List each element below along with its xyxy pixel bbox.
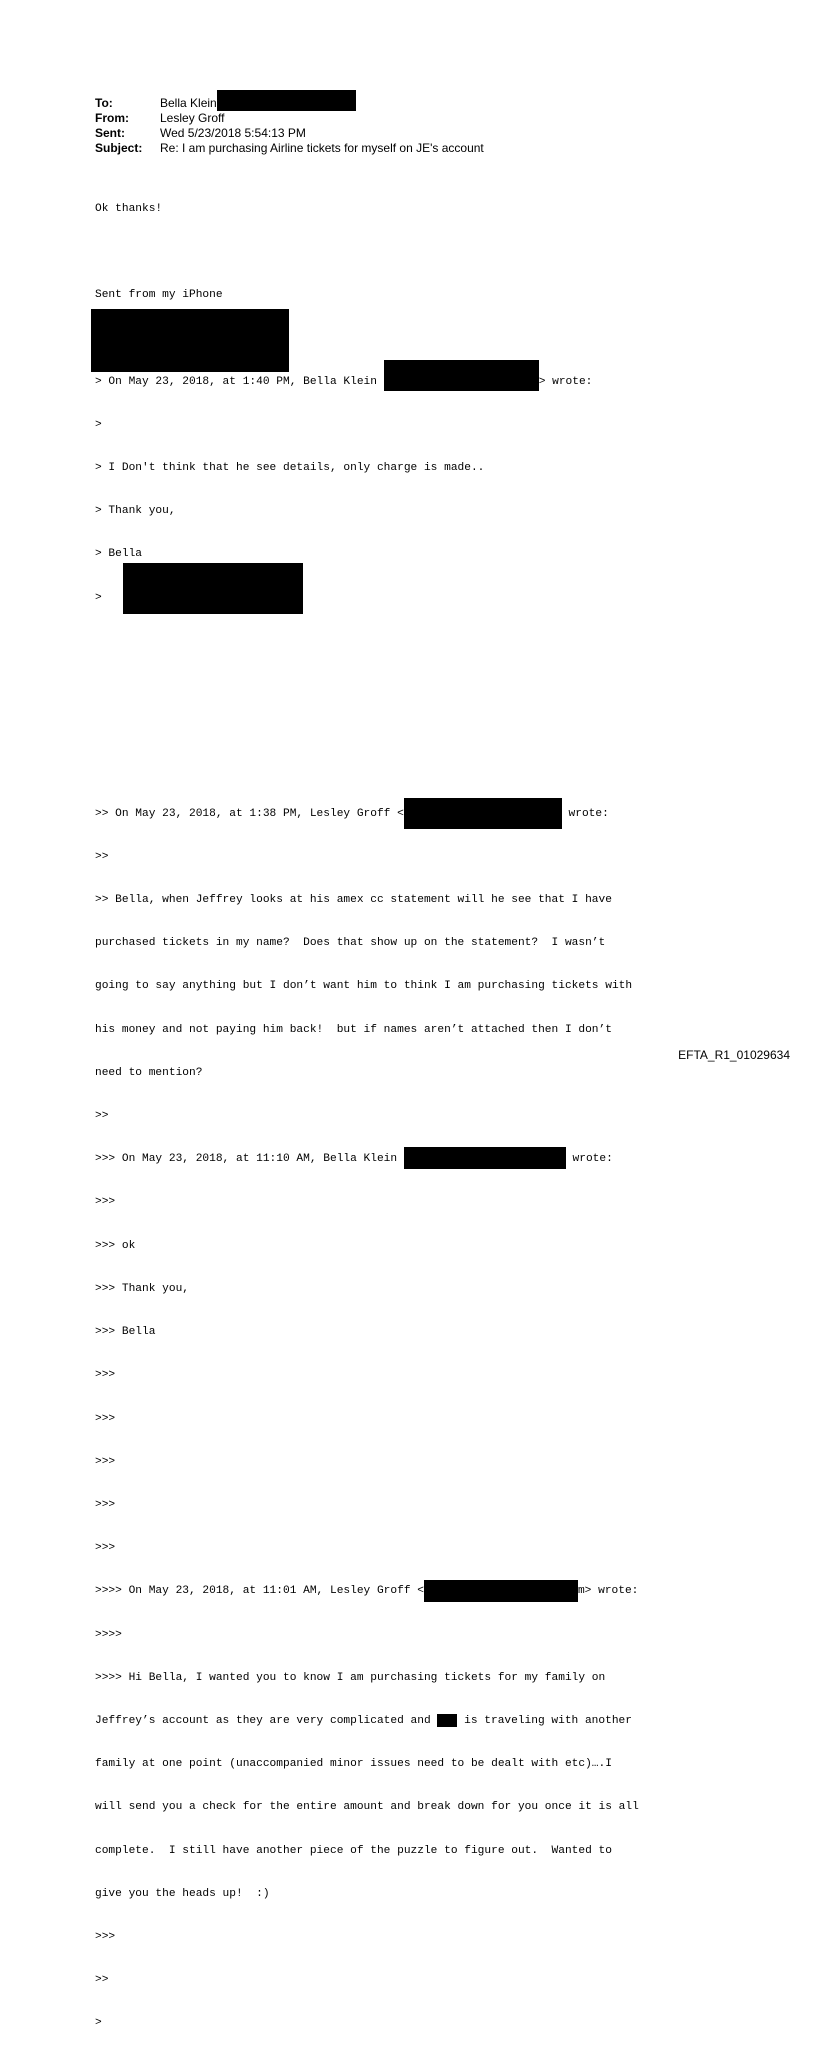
body-line bbox=[95, 1714, 639, 1728]
body-line: >>> bbox=[95, 1369, 116, 1382]
body-line: >>> ok bbox=[95, 1239, 136, 1252]
quote-header-text: > On May 23, 2018, at 1:40 PM, Bella Klein bbox=[95, 375, 384, 388]
body-line: need to mention? bbox=[95, 1066, 203, 1079]
body-line: > Bella bbox=[95, 548, 142, 561]
body-line: > bbox=[95, 2017, 102, 2030]
body-line: purchased tickets in my name? Does that show up on the statement? I wasn’t bbox=[95, 937, 606, 950]
email-header bbox=[95, 96, 484, 156]
body-line: >>> bbox=[95, 1542, 116, 1555]
quote-header-tail: wrote: bbox=[565, 1153, 613, 1166]
body-line: >> bbox=[95, 1110, 109, 1123]
to-row bbox=[95, 96, 484, 111]
from-row bbox=[95, 111, 484, 126]
redaction-bar bbox=[424, 1580, 578, 1602]
quote-header-text: >>> On May 23, 2018, at 11:10 AM, Bella Klein bbox=[95, 1153, 404, 1166]
email-body bbox=[95, 173, 639, 2060]
body-line: Sent from my iPhone bbox=[95, 289, 223, 302]
body-line: give you the heads up! :) bbox=[95, 1887, 270, 1900]
body-line: >>> bbox=[95, 1930, 116, 1943]
from-label: From: bbox=[95, 111, 129, 125]
body-line: >> Bella, when Jeffrey looks at his amex cc statement will he see that I have bbox=[95, 894, 612, 907]
body-line: Ok thanks! bbox=[95, 202, 163, 215]
quote-header-line bbox=[95, 807, 639, 821]
quote-header-line bbox=[95, 1584, 639, 1598]
quote-header-text: >> On May 23, 2018, at 1:38 PM, Lesley Groff < bbox=[95, 807, 404, 820]
quote-header-line bbox=[95, 375, 639, 389]
redaction-block bbox=[91, 309, 289, 372]
body-line: >>>> bbox=[95, 1628, 122, 1641]
body-line: >>> bbox=[95, 1455, 116, 1468]
body-line: > I Don't think that he see details, only charge is made.. bbox=[95, 462, 485, 475]
body-line: >>> bbox=[95, 1498, 116, 1511]
quote-header-text: >>>> On May 23, 2018, at 11:01 AM, Lesley Groff < bbox=[95, 1585, 424, 1598]
sent-label: Sent: bbox=[95, 126, 125, 140]
body-line: >>> bbox=[95, 1196, 116, 1209]
body-line: >>>> Hi Bella, I wanted you to know I am purchasing tickets for my family on bbox=[95, 1671, 606, 1684]
from-value: Lesley Groff bbox=[160, 111, 225, 125]
document-id: EFTA_R1_01029634 bbox=[678, 1048, 790, 1062]
redaction-bar bbox=[384, 360, 539, 391]
redaction-bar bbox=[437, 1714, 457, 1727]
redaction-bar bbox=[217, 90, 356, 111]
subject-value: Re: I am purchasing Airline tickets for myself on JE's account bbox=[160, 141, 484, 155]
body-line: his money and not paying him back! but if names aren’t attached then I don’t bbox=[95, 1023, 612, 1036]
subject-row bbox=[95, 141, 484, 156]
to-value: Bella Klein bbox=[160, 96, 217, 110]
subject-label: Subject: bbox=[95, 141, 143, 155]
redaction-block bbox=[123, 563, 303, 614]
body-line: >> bbox=[95, 1974, 109, 1987]
body-line bbox=[95, 245, 639, 259]
redaction-bar bbox=[404, 1147, 566, 1169]
redaction-bar bbox=[404, 798, 562, 829]
quote-header-tail: m> wrote: bbox=[577, 1585, 639, 1598]
body-text: is traveling with another bbox=[457, 1714, 632, 1727]
body-line: will send you a check for the entire amount and break down for you once it is all bbox=[95, 1801, 639, 1814]
to-label: To: bbox=[95, 96, 113, 110]
body-line: > bbox=[95, 591, 102, 604]
quote-header-line bbox=[95, 1152, 639, 1166]
sent-value: Wed 5/23/2018 5:54:13 PM bbox=[160, 126, 306, 140]
body-line: >>> Thank you, bbox=[95, 1282, 189, 1295]
quote-header-tail: > wrote: bbox=[538, 375, 593, 388]
body-line: > Thank you, bbox=[95, 505, 176, 518]
sent-row bbox=[95, 126, 484, 141]
body-line: family at one point (unaccompanied minor issues need to be dealt with etc)….I bbox=[95, 1758, 612, 1771]
body-line: >> bbox=[95, 850, 109, 863]
body-line: >>> bbox=[95, 1412, 116, 1425]
body-line: going to say anything but I don’t want him to think I am purchasing tickets with bbox=[95, 980, 633, 993]
body-line: complete. I still have another piece of the puzzle to figure out. Wanted to bbox=[95, 1844, 612, 1857]
quote-header-tail: wrote: bbox=[561, 807, 609, 820]
body-line: > bbox=[95, 418, 102, 431]
body-text: Jeffrey’s account as they are very complicated and bbox=[95, 1714, 438, 1727]
body-line: >>> Bella bbox=[95, 1326, 156, 1339]
